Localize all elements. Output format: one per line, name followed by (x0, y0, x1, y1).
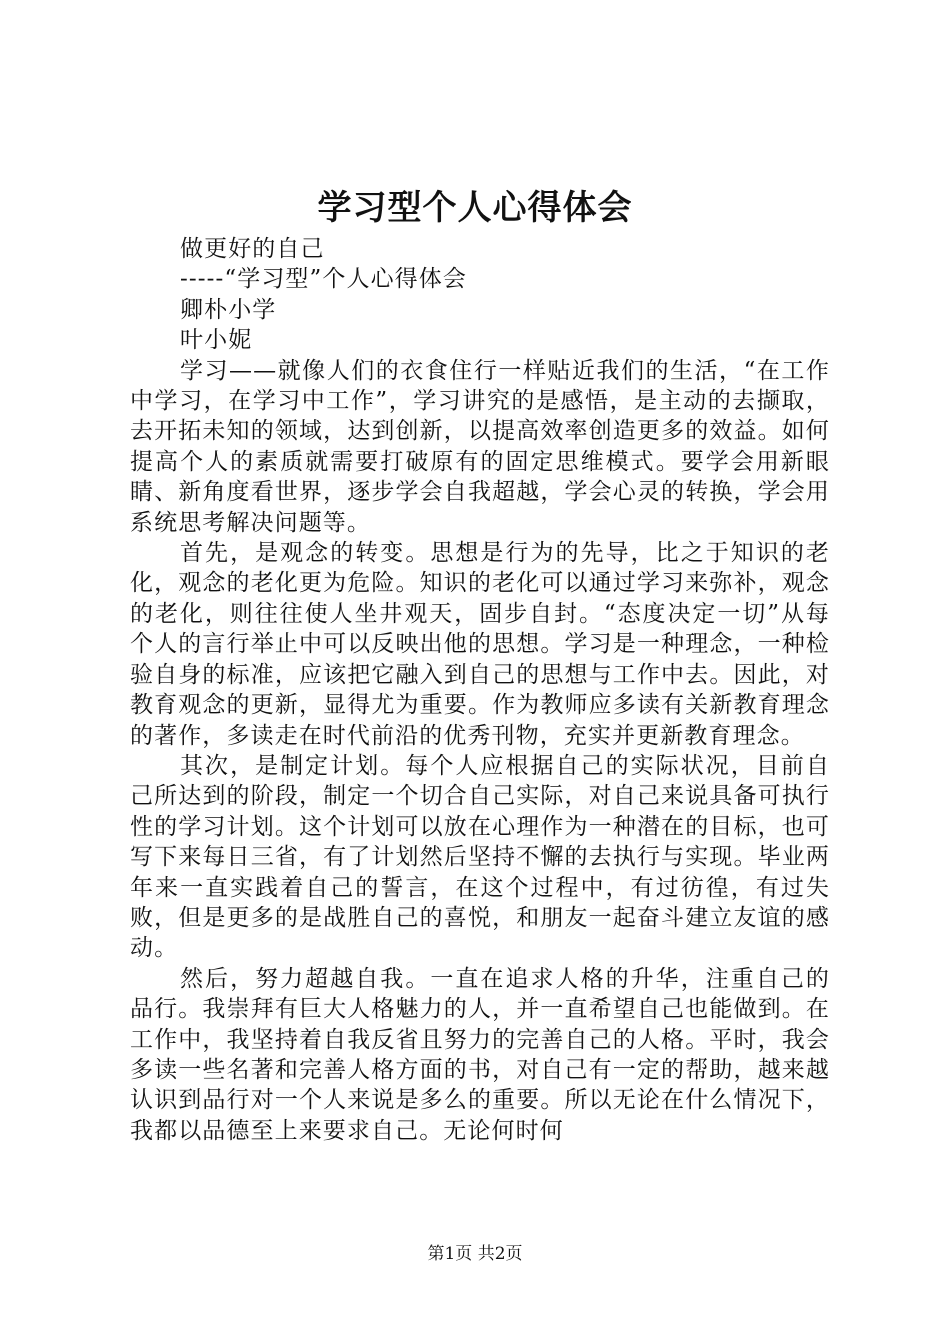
paragraph: 然后，努力超越自我。一直在追求人格的升华，注重自己的品行。我崇拜有巨大人格魅力的人，并一直希望自己也能做到。在工作中，我坚持着自我反省且努力的完善自己的人格。平时，我会多读一些名著和完善人格方面的书，对自己有一定的帮助，越来越认识到品行对一个人来说是多么的重要。所以无论在什么情况下，我都以品德至上来要求自己。无论何时何 (130, 965, 830, 1144)
paragraph: 首先，是观念的转变。思想是行为的先导，比之于知识的老化，观念的老化更为危险。知识的老化可以通过学习来弥补，观念的老化，则往往使人坐井观天，固步自封。“态度决定一切”从每个人的言行举止中可以反映出他的思想。学习是一种理念，一种检验自身的标准，应该把它融入到自己的思想与工作中去。因此，对教育观念的更新，显得尤为重要。作为教师应多读有关新教育理念的著作，多读走在时代前沿的优秀刊物，充实并更新教育理念。 (130, 540, 830, 749)
author-name: 叶小妮 (180, 327, 253, 354)
document-title: 学习型个人心得体会 (317, 188, 633, 228)
subtitle-line: -----“学习型”个人心得体会 (180, 266, 467, 293)
subtitle-line: 做更好的自己 (180, 236, 325, 262)
paragraph: 学习——就像人们的衣食住行一样贴近我们的生活，“在工作中学习，在学习中工作”，学习讲究的是感悟，是主动的去撷取，去开拓未知的领域，达到创新，以提高效率创造更多的效益。如何提高个人的素质就需要打破原有的固定思维模式。要学会用新眼睛、新角度看世界，逐步学会自我超越，学会心灵的转换，学会用系统思考解决问题等。 (130, 357, 830, 536)
school-name: 卿朴小学 (180, 296, 277, 323)
page-indicator: 第1页 共2页 (427, 1244, 523, 1264)
document-body (130, 234, 830, 1146)
paragraph: 其次，是制定计划。每个人应根据自己的实际状况，目前自己所达到的阶段，制定一个切合自己实际，对自己来说具备可执行性的学习计划。这个计划可以放在心理作为一种潜在的目标，也可写下来每日三省，有了计划然后坚持不懈的去执行与实现。毕业两年来一直实践着自己的誓言，在这个过程中，有过彷徨，有过失败，但是更多的是战胜自己的喜悦，和朋友一起奋斗建立友谊的感动。 (130, 752, 830, 962)
